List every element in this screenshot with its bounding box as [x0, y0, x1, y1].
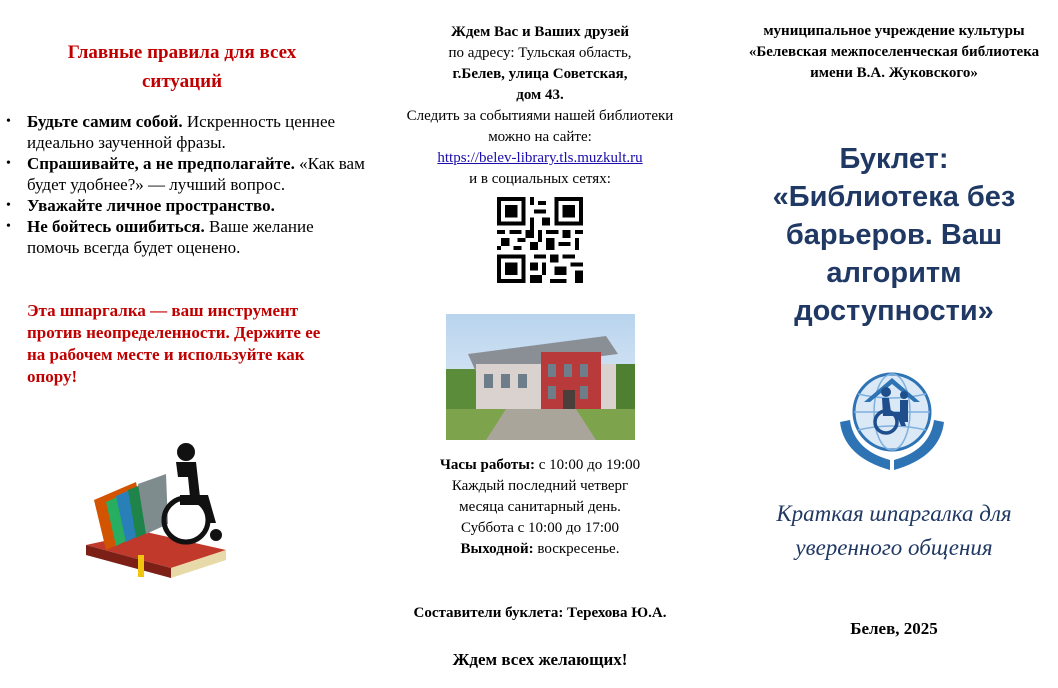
accessibility-globe-hands-icon	[834, 362, 950, 478]
hours-line-3: месяца санитарный день.	[459, 499, 621, 515]
follow-text-1: Следить за событиями нашей библиотеки	[406, 108, 674, 124]
organization-name	[730, 21, 1058, 84]
rule-bold: Не бойтесь ошибиться.	[27, 217, 205, 236]
hours-value: с 10:00 до 19:00	[535, 457, 641, 473]
list-item	[27, 195, 367, 216]
panel-left	[0, 0, 365, 688]
panel-middle	[380, 0, 700, 688]
list-item	[27, 153, 367, 195]
day-off-value: воскресенье.	[533, 541, 620, 557]
list-item	[27, 111, 367, 153]
org-line: муниципальное учреждение культуры	[763, 23, 1025, 39]
rule-bold: Будьте самим собой.	[27, 112, 183, 131]
wheelchair-user-on-books-icon	[76, 440, 241, 580]
day-off-label: Выходной:	[460, 541, 534, 557]
rule-text: «Как вам будет удобнее?» — лучший вопрос.	[27, 154, 365, 194]
address-city: г.Белев, улица Советская,	[452, 66, 628, 82]
social-text: и в социальных сетях:	[469, 171, 611, 187]
title-line: «Библиотека без барьеров. Ваш алгоритм доступности»	[772, 181, 1016, 327]
authors-text: Составители буклета: Терехова Ю.А.	[413, 605, 667, 621]
booklet-subtitle: Краткая шпаргалка для уверенного общения	[776, 501, 1012, 560]
rules-heading: Главные правила для всех ситуаций	[67, 42, 297, 92]
booklet-title	[750, 140, 1038, 330]
list-item	[27, 216, 367, 258]
final-invite: Ждем всех желающих!	[452, 650, 628, 669]
rule-bold: Уважайте личное пространство.	[27, 196, 275, 215]
org-line: «Белевская межпоселенческая библиотека	[748, 44, 1040, 60]
address-house: дом 43.	[516, 87, 564, 103]
hours-line-4: Суббота с 10:00 до 17:00	[460, 520, 620, 536]
address-prefix: по адресу: Тульская область,	[448, 45, 632, 61]
rule-text: Ваше желание помочь всегда будет оценено.	[27, 217, 314, 257]
rule-text: Искренность ценнее идеально заученной фразы.	[27, 112, 336, 152]
hours-label: Часы работы:	[439, 457, 536, 473]
follow-text-2: можно на сайте:	[488, 129, 592, 145]
org-line: имени В.А. Жуковского»	[810, 65, 978, 81]
library-building-photo	[446, 314, 635, 440]
qr-code-icon[interactable]	[497, 197, 583, 283]
rules-list	[0, 111, 367, 258]
rule-bold: Спрашивайте, а не предполагайте.	[27, 154, 295, 173]
invite-text: Ждем Вас и Ваших друзей	[451, 24, 629, 40]
site-link[interactable]: https://belev-library.tls.muzkult.ru	[437, 150, 643, 166]
contact-block	[380, 22, 700, 190]
title-line: Буклет:	[839, 143, 949, 175]
hours-block	[380, 455, 700, 560]
panel-right	[730, 0, 1058, 688]
hours-line-2: Каждый последний четверг	[451, 478, 629, 494]
note-text: Эта шпаргалка — ваш инструмент против неопределенности. Держите ее на рабочем месте и используйте как опору!	[27, 301, 321, 386]
city-year: Белев, 2025	[850, 619, 938, 638]
